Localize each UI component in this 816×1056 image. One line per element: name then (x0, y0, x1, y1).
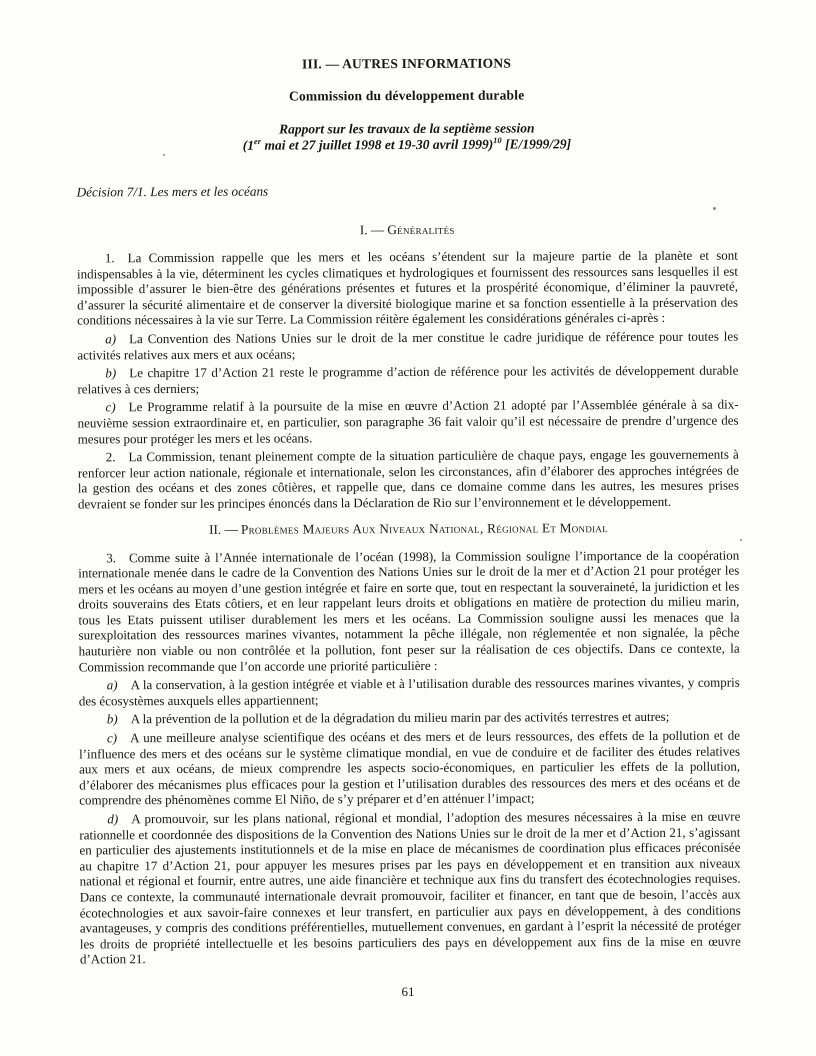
item-text: A la prévention de la pollution et de la dégradation du milieu marin par des activités terrestres et autres; (130, 709, 670, 727)
item-text: Le Programme relatif à la poursuite de la mise en œuvre d’Action 21 adopté par l’Assemblée générale à sa dix-neuvième session extraordinaire et, en particulier, son paragraphe 36 fait valoir qu’il est nécessaire de prendre d’urgence des mesures pour protéger les mers et les océans. (77, 396, 739, 446)
page-number: 61 (401, 984, 415, 999)
item-letter: a) (106, 677, 118, 693)
section-2-heading (78, 519, 739, 538)
report-dates: mai et 27 juillet 1998 et 19-30 avril 1999) (261, 136, 494, 153)
report-title (76, 120, 737, 155)
report-title-line1: Rapport sur les travaux de la septième session (279, 120, 535, 137)
section-2-number: II. — (209, 521, 242, 537)
list-item-3c (79, 728, 740, 809)
document-symbol: [E/1999/29] (501, 136, 572, 152)
item-text: A promouvoir, sur les plans national, régional et mondial, l’adoption des mesures nécessaires à la mise en œuvre rationnelle et coordonnée des dispositions de la Convention des Nations Unies sur le droit de la mer et d’Action 21, s’agissant en particulier des ajustements institutionnels et de la mise en place de mécanismes de coordination plus efficaces préconisée au chapitre 17 d’Action 21, pour appuyer les mesures prises par les pays en développement et en transition aux niveaux national et régional et fournir, entre autres, une aide financière et technique aux fins du transfert des écotechnologies requises. Dans ce contexte, la communauté internationale devrait promouvoir, faciliter et financer, en tant que de besoin, l’accès aux écotechnologies et aux savoir-faire connexes et leur transfert, en particulier aux pays en développement, à des conditions avantageuses, y compris des conditions préférentielles, mutuellement convenues, en gardant à l’esprit la nécessité de protéger les droits de propriété intellectuelle et les besoins particuliers des pays en développement aux fins de la mise en œuvre d’Action 21. (79, 808, 741, 967)
section-2-title: Problèmes Majeurs Aux Niveaux National, Régional Et Mondial (240, 519, 609, 537)
paragraph-1 (77, 248, 738, 329)
list-item-1a (77, 329, 738, 363)
commission-title: Commission du développement durable (288, 87, 525, 104)
paragraph-number: 1. (104, 250, 115, 266)
item-letter: c) (106, 730, 118, 746)
scan-speck (163, 154, 165, 156)
paragraph-text: La Commission, tenant pleinement compte de la situation particulière de chaque pays, engage les gouvernements à renforcer leur action nationale, régionale et internationale, selon les circonstances, afin d’élaborer des approches intégrées de la gestion des océans et des zones côtières, et rappelle que, dans ce domaine comme dans les autres, les mesures prises devraient se fonder sur les principes énoncés dans la Déclaration de Rio sur l’environnement et le développement. (77, 446, 739, 512)
item-text: La Convention des Nations Unies sur le droit de la mer constitue le cadre juridique de référence pour toutes les activités relatives aux mers et aux océans; (77, 328, 739, 363)
paragraph-2 (78, 447, 739, 512)
list-item-1c (78, 397, 739, 447)
list-item-3a (79, 675, 740, 709)
item-text: Le chapitre 17 d’Action 21 reste le programme d’action de référence pour les activités de développement durable relatives à ces derniers; (77, 362, 739, 397)
paragraph-text: Comme suite à l’Année internationale de l’océan (1998), la Commission souligne l’importance de la coopération internationale menée dans le cadre de la Convention des Nations Unies sur le droit de la mer et d’Action 21 pour protéger les mers et les océans au moyen d’une gestion intégrée et faire en sorte que, tout en respectant la souveraineté, la juridiction et les droits souverains des Etats côtiers, et en leur rappelant leurs droits et obligations en matière de protection du milieu marin, tous les Etats puissent utiliser durablement les mers et les océans. La Commission souligne aussi les menaces que la surexploitation des ressources marines vivantes, notamment la pêche illégale, non réglementée et non signalée, la pêche hauturière non viable ou non contrôlée et la pollution, font peser sur la réalisation de ces objectifs. Dans ce contexte, la Commission recommande que l’on accorde une priorité particulière : (78, 547, 740, 675)
scan-speck (740, 539, 742, 541)
list-item-1b (77, 363, 738, 397)
scan-speck (713, 207, 716, 210)
item-letter: d) (107, 811, 119, 827)
ordinal-superscript: er (253, 136, 262, 147)
part-title: III. — AUTRES INFORMATIONS (302, 55, 512, 72)
section-1-title: Généralités (387, 221, 455, 238)
paragraph-3 (78, 547, 740, 675)
paragraph-number: 3. (106, 549, 116, 565)
section-1-number: I. — (359, 222, 388, 238)
page-content (76, 55, 741, 971)
report-title-line2 (76, 136, 737, 155)
decision-heading: Décision 7/1. Les mers et les océans (76, 183, 269, 200)
paragraph-number: 2. (105, 449, 116, 465)
list-item-3d (79, 809, 741, 968)
report-dates-open: (1 (242, 137, 255, 153)
list-item-3b (79, 709, 740, 727)
item-letter: a) (105, 331, 117, 347)
item-letter: c) (105, 399, 116, 415)
item-letter: b) (105, 365, 117, 381)
item-letter: b) (106, 711, 118, 727)
item-text: A la conservation, à la gestion intégrée et viable et à l’utilisation durable des ressources marines vivantes, y compris des écosystèmes auxquels elles appartiennent; (78, 674, 740, 709)
section-1-heading (77, 221, 738, 240)
item-text: A une meilleure analyse scientifique des océans et des mers et de leurs ressources, des effets de la pollution et de l’influence des mers et des océans sur le système climatique mondial, en vue de conduire et de faciliter des études relatives aux mers et aux océans, de mieux comprendre les aspects socio-économiques, en particulier les effets de la pollution, d’élaborer des mécanismes plus efficaces pour la gestion et l’utilisation durables des ressources des mers et des océans et de comprendre des phénomènes comme El Niño, de s’y préparer et d’en atténuer l’impact; (79, 727, 741, 808)
paragraph-text: La Commission rappelle que les mers et les océans s’étendent sur la majeure partie de la planète et sont indispensables à la vie, déterminent les cycles climatiques et hydrologiques et fournissent des ressources sans lesquelles il est impossible d’assurer le bien-être des générations présentes et futures et la prospérité économique, d’éliminer la pauvreté, d’assurer la sécurité alimentaire et de conserver la diversité biologique marine et sa fonction essentielle à la préservation des conditions nécessaires à la vie sur Terre. La Commission réitère également les considérations générales ci-après : (76, 247, 739, 328)
footnote-ref: 10 (493, 135, 502, 146)
